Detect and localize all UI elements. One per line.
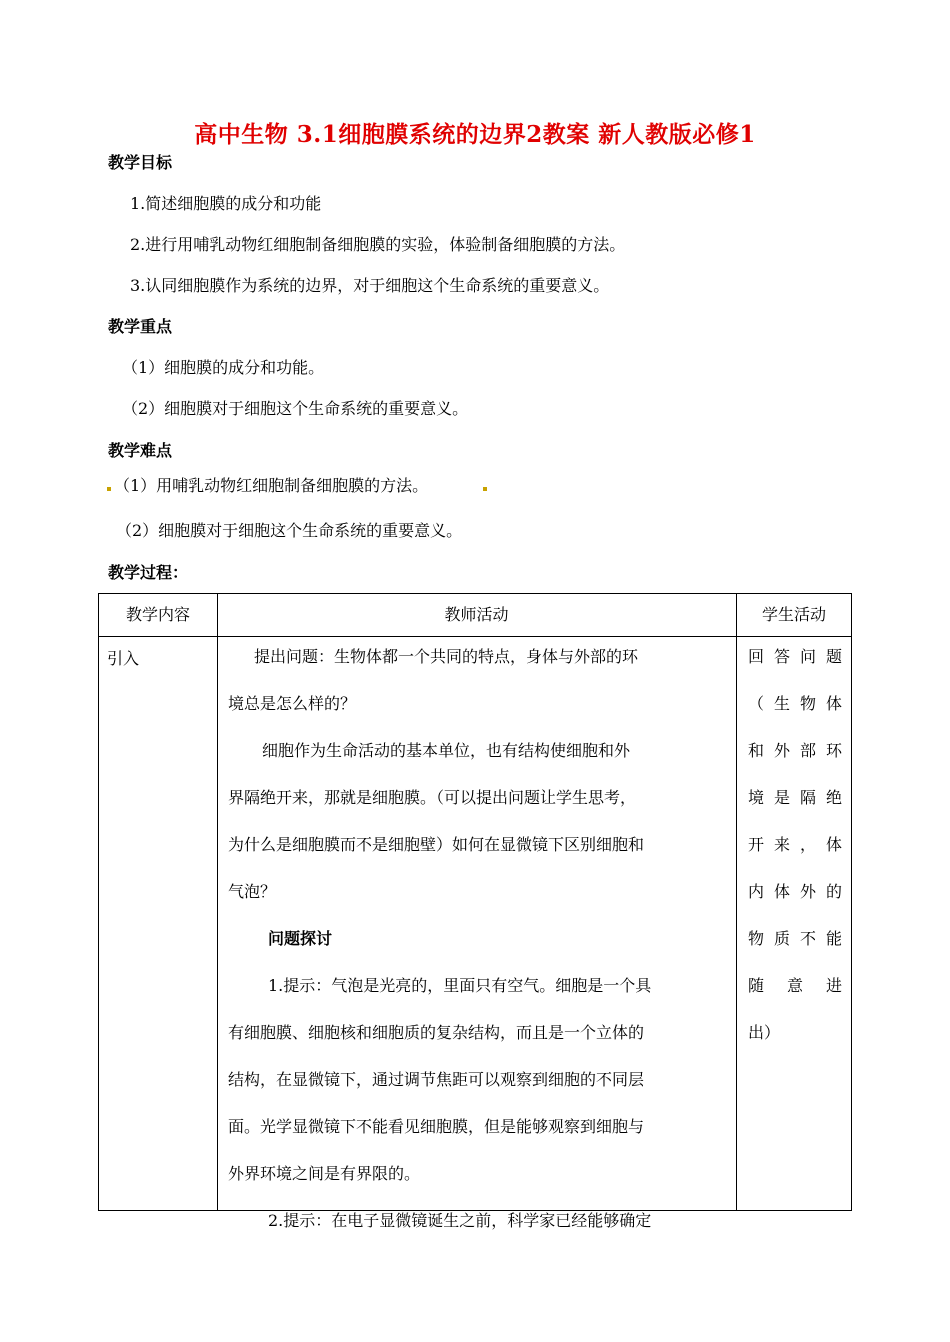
student-line: 和外部环: [748, 741, 842, 760]
teacher-line: 外界环境之间是有界限的。: [228, 1164, 421, 1183]
table-header: 教学内容: [125, 605, 190, 624]
teacher-line: 界隔绝开来，那就是细胞膜。（可以提出问题让学生思考，: [228, 788, 637, 807]
student-line: 回答问题: [748, 647, 842, 666]
teacher-activity-cell: [228, 633, 728, 1244]
teacher-subheading: 问题探讨: [268, 929, 333, 948]
student-activity-cell: [748, 633, 842, 1056]
teacher-line: 2.提示：在电子显微镜诞生之前，科学家已经能够确定: [268, 1211, 652, 1230]
student-line: 开来，体: [748, 835, 842, 854]
teacher-line: 1.提示：气泡是光亮的，里面只有空气。细胞是一个具: [268, 976, 652, 995]
teacher-line: 结构，在显微镜下，通过调节焦距可以观察到细胞的不同层: [228, 1070, 645, 1089]
edit-mark: [483, 487, 487, 491]
teacher-line: 提出问题：生物体都一个共同的特点，身体与外部的环: [254, 647, 639, 666]
table-cell-content: 引入: [107, 649, 140, 668]
teacher-line: 气泡？: [228, 882, 277, 901]
process-table: [98, 593, 852, 1230]
student-line: 出）: [748, 1023, 781, 1042]
key-points-heading: 教学重点: [108, 317, 173, 336]
process-heading: 教学过程：: [108, 563, 189, 582]
objective-item: 3.认同细胞膜作为系统的边界，对于细胞这个生命系统的重要意义。: [130, 276, 610, 295]
key-point-item: （2）细胞膜对于细胞这个生命系统的重要意义。: [122, 399, 469, 418]
teacher-line: 细胞作为生命活动的基本单位，也有结构使细胞和外: [262, 741, 631, 760]
student-line: 境是隔绝: [748, 788, 842, 807]
difficulties-heading: 教学难点: [108, 441, 173, 460]
objectives-heading: 教学目标: [108, 153, 173, 172]
key-point-item: （1）细胞膜的成分和功能。: [122, 358, 325, 377]
student-line: 随意进: [748, 976, 842, 995]
table-header: 学生活动: [761, 605, 826, 624]
teacher-line: 面。光学显微镜下不能看见细胞膜，但是能够观察到细胞与: [228, 1117, 645, 1136]
student-line: 物质不能: [748, 929, 842, 948]
teacher-line: 为什么是细胞膜而不是细胞壁）如何在显微镜下区别细胞和: [228, 835, 645, 854]
objective-item: 2.进行用哺乳动物红细胞制备细胞膜的实验，体验制备细胞膜的方法。: [130, 235, 626, 254]
document-title: 高中生物 3.1细胞膜系统的边界2教案 新人教版必修1: [194, 121, 756, 148]
teacher-line: 有细胞膜、细胞核和细胞质的复杂结构，而且是一个立体的: [228, 1023, 645, 1042]
difficulty-item: （2）细胞膜对于细胞这个生命系统的重要意义。: [116, 521, 463, 540]
student-line: 内体外的: [748, 882, 842, 901]
objective-item: 1.简述细胞膜的成分和功能: [130, 194, 322, 213]
teacher-line: 境总是怎么样的？: [228, 694, 357, 713]
edit-mark: [107, 487, 111, 491]
table-header: 教师活动: [444, 605, 509, 624]
difficulty-item: （1）用哺乳动物红细胞制备细胞膜的方法。: [114, 476, 429, 495]
student-line: （生物体: [748, 694, 842, 713]
